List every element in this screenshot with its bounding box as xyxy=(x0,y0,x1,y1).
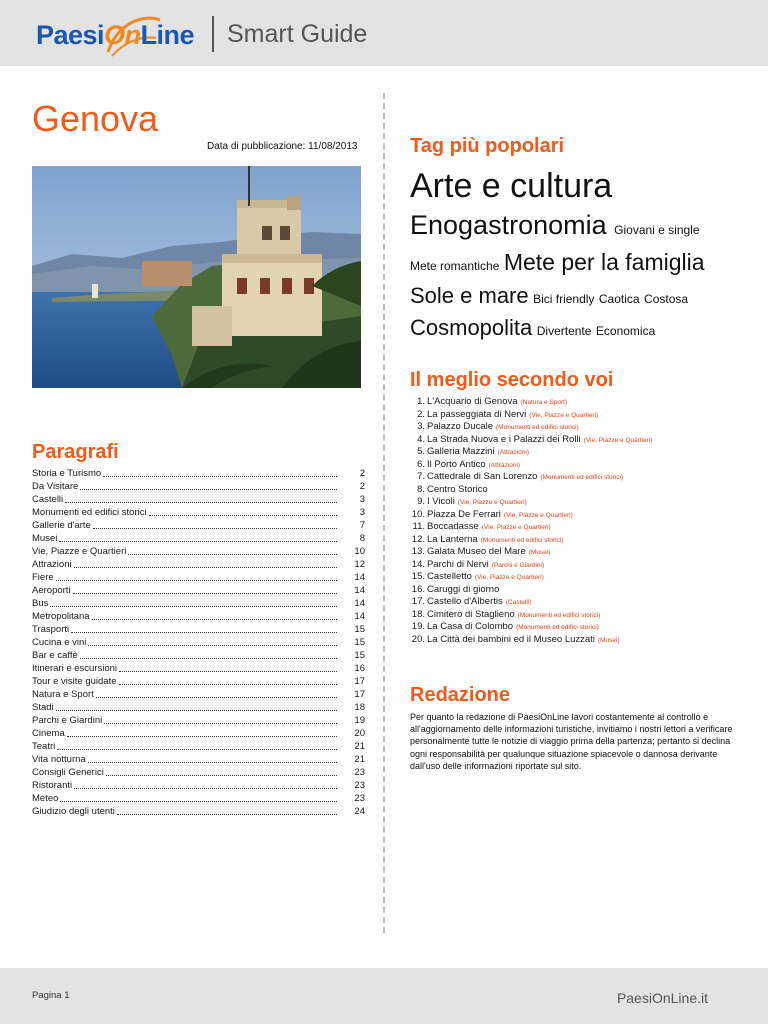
toc-leader-dots xyxy=(103,476,337,477)
best-of-rank: 18. xyxy=(411,608,425,620)
toc-entry-label: Cinema xyxy=(32,728,65,739)
tag-bici-friendly[interactable]: Bici friendly xyxy=(533,292,595,306)
header-bar xyxy=(0,0,768,66)
toc-entry[interactable] xyxy=(32,506,365,519)
paragrafi-title: Paragrafi xyxy=(32,441,119,463)
best-of-rank: 19. xyxy=(411,621,425,632)
best-of-category[interactable]: (Musei) xyxy=(528,549,551,556)
best-of-category[interactable]: (Monumenti ed edifici storici) xyxy=(517,611,601,619)
redazione-text: Per quanto la redazione di PaesiOnLine lavori costantemente al controllo e all'aggiornamento delle informazioni turistiche, invitiamo i nostri lettori a verificare personalmente tutte le notizie di viaggio prima della partenza; pertanto si declina ogni responsabilità per qualunque situazione spiacevole o dannosa derivante dall'uso delle informazioni riportate sul sito. xyxy=(410,712,733,771)
toc-entry[interactable] xyxy=(32,714,365,727)
best-of-name: Galleria Mazzini xyxy=(427,446,495,457)
best-of-item[interactable] xyxy=(410,446,653,459)
best-of-rank: 15. xyxy=(411,571,425,582)
toc-leader-dots xyxy=(117,814,337,815)
toc-entry-page: 18 xyxy=(354,702,365,713)
best-of-item[interactable] xyxy=(410,459,653,472)
toc-entry-label: Vie, Piazze e Quartieri xyxy=(32,546,127,557)
best-of-rank: 17. xyxy=(411,596,425,607)
toc-entry-label: Trasporti xyxy=(32,624,70,635)
best-of-category[interactable]: (Musei) xyxy=(597,636,620,644)
toc-entry-page: 14 xyxy=(354,611,365,622)
toc-leader-dots xyxy=(92,619,337,620)
toc-entry[interactable] xyxy=(32,727,365,740)
best-of-name: Il Porto Antico xyxy=(427,458,486,470)
toc-leader-dots xyxy=(149,515,337,516)
toc-leader-dots xyxy=(71,632,337,633)
toc-entry-page: 15 xyxy=(354,650,365,661)
best-of-rank: 3. xyxy=(417,421,425,432)
tags-title: Tag più popolari xyxy=(410,135,565,157)
best-of-rank: 14. xyxy=(411,558,425,570)
toc-entry-page: 23 xyxy=(354,780,365,791)
toc-entry[interactable] xyxy=(32,740,365,753)
best-of-category[interactable]: (Attrazioni) xyxy=(497,449,530,456)
toc-entry-label: Ristoranti xyxy=(32,780,73,791)
toc-entry[interactable] xyxy=(32,766,365,779)
best-of-category[interactable]: (Castelli) xyxy=(505,599,532,606)
toc-leader-dots xyxy=(80,489,337,490)
toc-entry-page: 21 xyxy=(354,741,365,752)
toc-entry-label: Stadi xyxy=(32,702,54,713)
tag-cloud xyxy=(410,164,750,346)
toc-entry-page: 15 xyxy=(354,624,365,635)
best-of-name: Parchi di Nervi xyxy=(427,558,489,570)
site-link[interactable]: PaesiOnLine.it xyxy=(616,990,708,1006)
tag-enogastronomia[interactable]: Enogastronomia xyxy=(410,210,607,240)
publication-date: Data di pubblicazione: 11/08/2013 xyxy=(207,141,358,152)
toc-entry-page: 20 xyxy=(354,728,365,739)
toc-leader-dots xyxy=(80,658,337,659)
photo-illustration xyxy=(32,166,361,388)
best-of-name: I Vicoli xyxy=(427,496,455,507)
toc-entry[interactable] xyxy=(32,688,365,701)
best-of-name: Palazzo Ducale xyxy=(427,421,494,432)
best-of-name: Boccadasse xyxy=(427,521,479,532)
toc-entry-page: 15 xyxy=(354,637,365,648)
toc-entry[interactable] xyxy=(32,480,365,493)
toc-entry[interactable] xyxy=(32,467,365,480)
tag-sole-e-mare[interactable]: Sole e mare xyxy=(410,283,529,308)
best-of-item[interactable] xyxy=(410,546,653,559)
toc-entry[interactable] xyxy=(32,571,365,584)
best-of-item[interactable] xyxy=(410,596,653,609)
best-of-item[interactable] xyxy=(410,409,653,422)
tag-caotica[interactable]: Caotica xyxy=(598,292,640,306)
toc-entry-label: Gallerie d'arte xyxy=(32,520,91,531)
best-of-item[interactable] xyxy=(410,609,653,622)
logo-wordmark xyxy=(36,20,194,51)
paesionline-logo[interactable] xyxy=(36,12,196,60)
best-of-name: La Casa di Colombo xyxy=(427,621,514,632)
toc-entry[interactable] xyxy=(32,753,365,766)
best-of-rank: 1. xyxy=(417,396,425,407)
toc-entry-page: 2 xyxy=(359,481,365,492)
toc-leader-dots xyxy=(104,723,337,724)
best-of-category[interactable]: (Vie, Piazze e Quartieri) xyxy=(474,574,544,581)
toc-entry-label: Itinerari e escursioni xyxy=(32,663,118,674)
toc-entry[interactable] xyxy=(32,662,365,675)
toc-entry[interactable] xyxy=(32,610,365,623)
best-of-category[interactable]: (Vie, Piazze e Quartieri) xyxy=(529,411,599,419)
best-of-category[interactable]: (Vie, Piazze e Quartieri) xyxy=(583,436,653,444)
best-of-name: La Strada Nuova e i Palazzi dei Rolli xyxy=(427,433,581,445)
tag-costosa[interactable]: Costosa xyxy=(644,292,689,306)
toc-entry[interactable] xyxy=(32,519,365,532)
best-of-name: Centro Storico xyxy=(427,483,488,495)
toc-entry[interactable] xyxy=(32,805,365,818)
toc-leader-dots xyxy=(65,502,337,503)
best-of-name: La Lanterna xyxy=(427,533,478,545)
best-of-rank: 20. xyxy=(411,633,425,645)
city-title: Genova xyxy=(32,98,159,139)
toc-leader-dots xyxy=(50,606,337,607)
best-of-item[interactable] xyxy=(410,471,653,484)
toc-entry-page: 12 xyxy=(354,559,365,570)
best-of-item[interactable] xyxy=(410,571,653,584)
header-divider xyxy=(212,16,214,52)
best-of-category[interactable]: (Monumenti ed edifici storici) xyxy=(540,474,624,481)
best-of-rank: 9. xyxy=(417,496,425,507)
toc-entry-page: 14 xyxy=(354,598,365,609)
toc-leader-dots xyxy=(119,684,338,685)
toc-entry-label: Aeroporti xyxy=(32,585,71,596)
tag-economica[interactable]: Economica xyxy=(595,324,656,338)
toc-leader-dots xyxy=(74,788,337,789)
best-of-category[interactable]: (Parchi e Giardini) xyxy=(491,561,545,569)
toc-leader-dots xyxy=(128,554,337,555)
best-of-name: L'Acquario di Genova xyxy=(427,396,518,407)
toc-entry-page: 24 xyxy=(354,806,365,817)
toc-entry-label: Musei xyxy=(32,533,58,544)
toc-entry-label: Vita notturna xyxy=(32,754,86,765)
toc-entry-label: Consigli Generici xyxy=(32,767,104,778)
logo-part-paesi: Paesi xyxy=(36,20,105,50)
toc-entry-label: Natura e Sport xyxy=(32,689,94,700)
toc-entry[interactable] xyxy=(32,675,365,688)
paragrafi-toc xyxy=(32,467,365,818)
best-of-category[interactable]: (Attrazioni) xyxy=(488,461,521,469)
toc-entry-label: Meteo xyxy=(32,793,59,804)
toc-leader-dots xyxy=(67,736,337,737)
toc-entry-label: Bus xyxy=(32,598,49,609)
best-of-name: La passeggiata di Nervi xyxy=(427,408,527,420)
toc-entry[interactable] xyxy=(32,584,365,597)
best-of-rank: 8. xyxy=(417,483,425,495)
city-photo xyxy=(32,166,361,388)
tag-mete-per-la-famiglia[interactable]: Mete per la famiglia xyxy=(503,249,705,275)
toc-entry[interactable] xyxy=(32,779,365,792)
toc-leader-dots xyxy=(59,541,337,542)
toc-entry[interactable] xyxy=(32,597,365,610)
toc-leader-dots xyxy=(106,775,337,776)
toc-entry-page: 8 xyxy=(359,533,365,544)
toc-entry-page: 16 xyxy=(354,663,365,674)
best-of-name: Caruggi di giorno xyxy=(427,583,500,595)
best-of-item[interactable] xyxy=(410,521,653,534)
toc-entry-page: 21 xyxy=(354,754,365,765)
best-of-rank: 4. xyxy=(417,433,425,445)
toc-entry-page: 17 xyxy=(354,689,365,700)
toc-entry-page: 3 xyxy=(359,494,365,505)
toc-entry[interactable] xyxy=(32,532,365,545)
toc-entry-page: 23 xyxy=(354,793,365,804)
best-of-item[interactable] xyxy=(410,584,653,597)
best-of-category[interactable]: (Vie, Piazze e Quartieri) xyxy=(503,511,573,519)
redazione-title: Redazione xyxy=(410,684,511,706)
toc-entry-label: Metropolitana xyxy=(32,611,90,622)
toc-entry-label: Attrazioni xyxy=(32,559,72,570)
toc-entry-page: 2 xyxy=(359,468,365,479)
toc-entry[interactable] xyxy=(32,558,365,571)
toc-leader-dots xyxy=(96,697,337,698)
toc-entry-page: 14 xyxy=(354,585,365,596)
toc-entry-label: Parchi e Giardini xyxy=(32,715,103,726)
best-of-rank: 2. xyxy=(417,408,425,420)
toc-entry-label: Cucina e vini xyxy=(32,637,87,648)
logo-part-line: Line xyxy=(140,20,195,50)
best-of-item[interactable] xyxy=(410,396,653,409)
column-divider xyxy=(383,93,385,933)
toc-leader-dots xyxy=(56,580,337,581)
best-of-name: Cimitero di Staglieno xyxy=(427,608,515,620)
toc-entry-label: Tour e visite guidate xyxy=(32,676,117,687)
best-of-name: Castelletto xyxy=(427,571,472,582)
best-of-name: Galata Museo del Mare xyxy=(427,546,526,557)
best-of-rank: 5. xyxy=(417,446,425,457)
logo-part-on: On xyxy=(104,20,141,50)
best-of-list xyxy=(410,396,653,646)
header-title: Smart Guide xyxy=(227,20,368,48)
best-of-item[interactable] xyxy=(410,484,653,497)
toc-entry-label: Bar e caffè xyxy=(32,650,78,661)
toc-entry-page: 23 xyxy=(354,767,365,778)
best-of-item[interactable] xyxy=(410,509,653,522)
toc-entry-label: Storia e Turismo xyxy=(32,468,102,479)
footer-bar xyxy=(0,968,768,1024)
best-of-category[interactable]: (Monumenti ed edifici storici) xyxy=(496,424,579,431)
best-of-item[interactable] xyxy=(410,434,653,447)
toc-entry[interactable] xyxy=(32,623,365,636)
toc-entry[interactable] xyxy=(32,493,365,506)
best-of-rank: 7. xyxy=(417,471,425,482)
toc-entry-label: Teatri xyxy=(32,741,56,752)
toc-entry-page: 10 xyxy=(354,546,365,557)
tag-cosmopolita[interactable]: Cosmopolita xyxy=(410,315,533,340)
best-of-name: Piazza De Ferrari xyxy=(427,508,501,520)
best-of-rank: 16. xyxy=(411,583,425,595)
toc-entry[interactable] xyxy=(32,701,365,714)
tag-arte-e-cultura[interactable]: Arte e cultura xyxy=(410,167,613,205)
best-of-category[interactable]: (Vie, Piazze e Quartieri) xyxy=(481,524,551,531)
best-of-rank: 12. xyxy=(411,533,425,545)
page-number: Pagina 1 xyxy=(32,990,70,1001)
best-of-item[interactable] xyxy=(410,559,653,572)
toc-leader-dots xyxy=(93,528,337,529)
best-of-name: Castello d'Albertis xyxy=(427,596,503,607)
best-of-rank: 13. xyxy=(411,546,425,557)
best-of-item[interactable] xyxy=(410,634,653,647)
best-of-rank: 11. xyxy=(412,521,425,532)
best-of-name: La Città dei bambini ed il Museo Luzzati xyxy=(427,633,595,645)
toc-entry[interactable] xyxy=(32,792,365,805)
best-of-item[interactable] xyxy=(410,496,653,509)
tag-mete-romantiche[interactable]: Mete romantiche xyxy=(410,259,500,273)
best-of-category[interactable]: (Monumenti ed edifici storici) xyxy=(480,536,564,544)
toc-entry-label: Monumenti ed edifici storici xyxy=(32,507,147,518)
best-of-item[interactable] xyxy=(410,621,653,634)
toc-entry[interactable] xyxy=(32,636,365,649)
toc-leader-dots xyxy=(57,749,337,750)
toc-leader-dots xyxy=(88,762,337,763)
toc-entry[interactable] xyxy=(32,649,365,662)
toc-leader-dots xyxy=(119,671,337,672)
best-of-category[interactable]: (Vie, Piazze e Quartieri) xyxy=(457,499,527,506)
toc-leader-dots xyxy=(60,801,337,802)
toc-leader-dots xyxy=(56,710,337,711)
tag-giovani-e-single[interactable]: Giovani e single xyxy=(614,223,700,237)
toc-entry-page: 17 xyxy=(354,676,365,687)
tag-divertente[interactable]: Divertente xyxy=(536,324,592,338)
best-of-rank: 6. xyxy=(417,458,425,470)
toc-entry-page: 14 xyxy=(354,572,365,583)
toc-entry-label: Giudizio degli utenti xyxy=(32,806,115,817)
best-of-rank: 10. xyxy=(411,508,425,520)
best-of-item[interactable] xyxy=(410,534,653,547)
meglio-title: Il meglio secondo voi xyxy=(410,369,614,391)
toc-entry-label: Castelli xyxy=(32,494,64,505)
toc-leader-dots xyxy=(88,645,337,646)
toc-entry-page: 7 xyxy=(359,520,365,531)
toc-entry-label: Fiere xyxy=(32,572,54,583)
toc-entry-page: 19 xyxy=(354,715,365,726)
toc-entry-page: 3 xyxy=(359,507,365,518)
toc-leader-dots xyxy=(73,593,337,594)
toc-leader-dots xyxy=(74,567,337,568)
best-of-category[interactable]: (Natura e Sport) xyxy=(520,399,568,406)
toc-entry[interactable] xyxy=(32,545,365,558)
best-of-category[interactable]: (Monumenti ed edifici storici) xyxy=(516,624,599,631)
best-of-item[interactable] xyxy=(410,421,653,434)
toc-entry-label: Da Visitare xyxy=(32,481,79,492)
best-of-name: Cattedrale di San Lorenzo xyxy=(427,471,538,482)
